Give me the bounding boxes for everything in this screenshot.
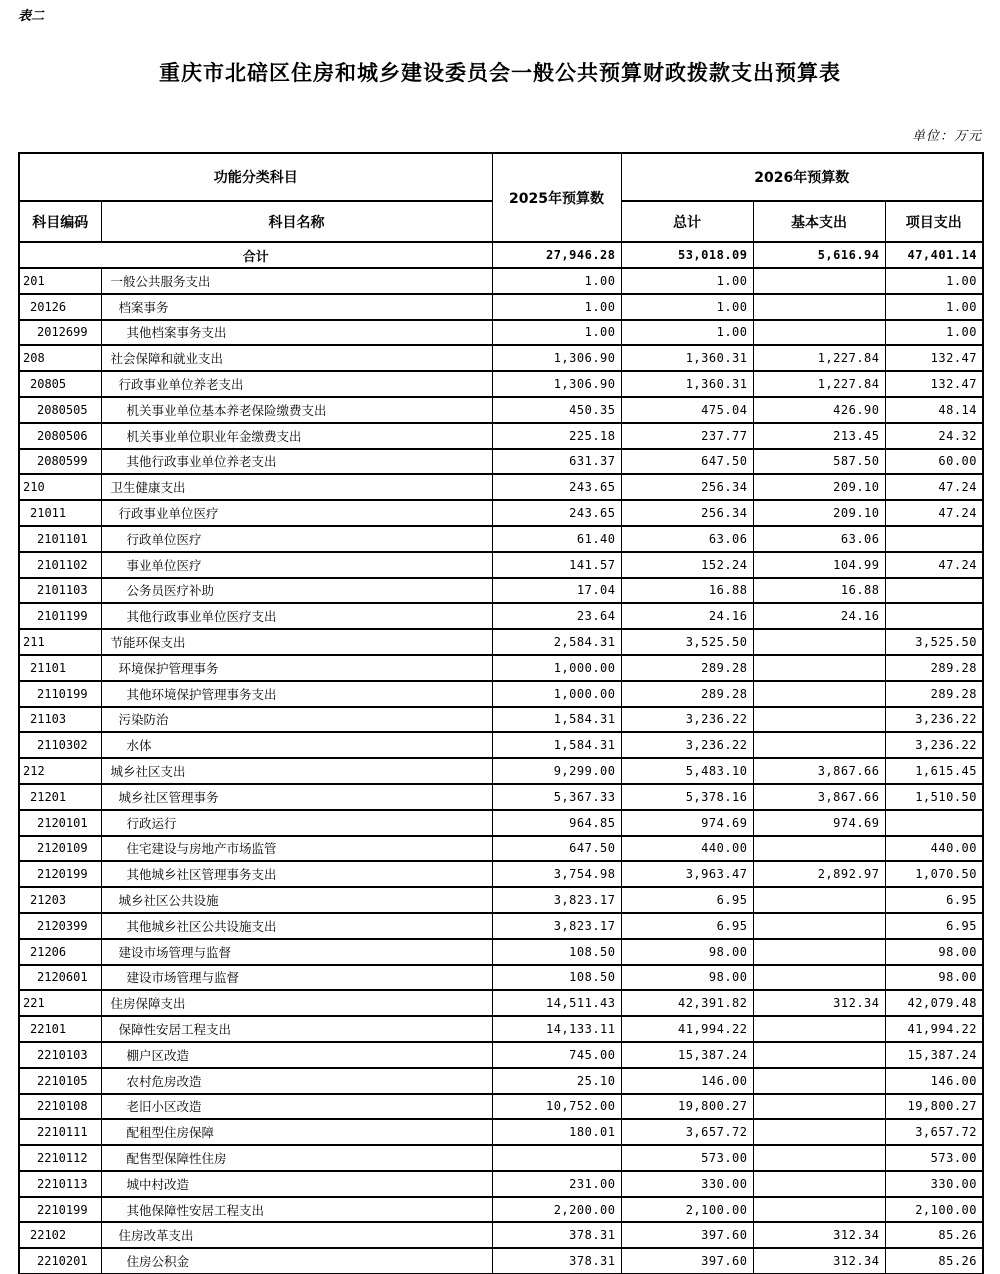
subject-name-cell: 建设市场管理与监督 bbox=[101, 965, 492, 991]
budget-2026-project-cell bbox=[885, 578, 983, 604]
subject-name-cell: 卫生健康支出 bbox=[101, 474, 492, 500]
table-row bbox=[19, 655, 983, 681]
header-2026-total: 总计 bbox=[621, 201, 753, 242]
subject-code-cell: 2120399 bbox=[19, 913, 101, 939]
budget-2026-project-cell: 289.28 bbox=[885, 681, 983, 707]
table-row bbox=[19, 578, 983, 604]
budget-2026-total-cell: 289.28 bbox=[621, 681, 753, 707]
table-row bbox=[19, 681, 983, 707]
subject-name-cell: 节能环保支出 bbox=[101, 629, 492, 655]
subject-code-cell: 2210105 bbox=[19, 1068, 101, 1094]
budget-2026-total-cell: 974.69 bbox=[621, 810, 753, 836]
table-row bbox=[19, 861, 983, 887]
subject-name-cell: 其他城乡社区管理事务支出 bbox=[101, 861, 492, 887]
table-row bbox=[19, 526, 983, 552]
budget-2025-cell: 745.00 bbox=[492, 1042, 621, 1068]
budget-2026-project-cell: 3,657.72 bbox=[885, 1119, 983, 1145]
budget-2025-cell: 23.64 bbox=[492, 603, 621, 629]
table-row bbox=[19, 810, 983, 836]
subject-name-cell: 行政事业单位养老支出 bbox=[101, 371, 492, 397]
budget-2026-project-cell bbox=[885, 603, 983, 629]
subject-code-cell: 2120101 bbox=[19, 810, 101, 836]
subject-code-cell: 2210113 bbox=[19, 1171, 101, 1197]
budget-2026-total-cell: 6.95 bbox=[621, 887, 753, 913]
budget-2026-project-cell bbox=[885, 526, 983, 552]
budget-2025-cell: 225.18 bbox=[492, 423, 621, 449]
budget-2026-total-cell: 3,963.47 bbox=[621, 861, 753, 887]
budget-2026-basic-cell bbox=[753, 732, 885, 758]
subject-name-cell: 机关事业单位职业年金缴费支出 bbox=[101, 423, 492, 449]
budget-2026-total-cell: 3,236.22 bbox=[621, 732, 753, 758]
table-row bbox=[19, 707, 983, 733]
budget-2026-project-cell: 85.26 bbox=[885, 1222, 983, 1248]
subject-code-cell: 2080599 bbox=[19, 449, 101, 475]
budget-2026-total-cell: 41,994.22 bbox=[621, 1016, 753, 1042]
budget-2025-cell: 141.57 bbox=[492, 552, 621, 578]
budget-2026-total-cell: 15,387.24 bbox=[621, 1042, 753, 1068]
budget-2026-total-cell: 397.60 bbox=[621, 1222, 753, 1248]
table-row bbox=[19, 500, 983, 526]
subject-name-cell: 档案事务 bbox=[101, 294, 492, 320]
budget-2026-total-cell: 16.88 bbox=[621, 578, 753, 604]
budget-2026-total-cell: 152.24 bbox=[621, 552, 753, 578]
table-row bbox=[19, 784, 983, 810]
table-row bbox=[19, 836, 983, 862]
budget-2026-project-cell: 98.00 bbox=[885, 965, 983, 991]
budget-2026-basic-cell: 16.88 bbox=[753, 578, 885, 604]
table-row bbox=[19, 268, 983, 294]
budget-2026-total-cell: 146.00 bbox=[621, 1068, 753, 1094]
budget-2026-basic-cell bbox=[753, 707, 885, 733]
table-row bbox=[19, 320, 983, 346]
budget-2026-basic-cell bbox=[753, 294, 885, 320]
budget-2025-cell: 2,200.00 bbox=[492, 1197, 621, 1223]
budget-2026-basic-cell: 63.06 bbox=[753, 526, 885, 552]
subject-name-cell: 行政事业单位医疗 bbox=[101, 500, 492, 526]
subject-name-cell: 其他行政事业单位医疗支出 bbox=[101, 603, 492, 629]
table-row bbox=[19, 913, 983, 939]
subject-code-cell: 20126 bbox=[19, 294, 101, 320]
budget-2025-cell: 243.65 bbox=[492, 474, 621, 500]
budget-2026-basic-cell: 312.34 bbox=[753, 990, 885, 1016]
grand-total-label: 合计 bbox=[19, 242, 492, 268]
budget-2026-basic-cell: 1,227.84 bbox=[753, 371, 885, 397]
budget-2026-basic-cell: 209.10 bbox=[753, 500, 885, 526]
budget-2026-project-cell: 98.00 bbox=[885, 939, 983, 965]
budget-2026-basic-cell bbox=[753, 681, 885, 707]
budget-2026-basic-cell bbox=[753, 1145, 885, 1171]
budget-2026-project-cell: 146.00 bbox=[885, 1068, 983, 1094]
budget-2026-total-cell: 237.77 bbox=[621, 423, 753, 449]
subject-name-cell: 住房改革支出 bbox=[101, 1222, 492, 1248]
subject-name-cell: 环境保护管理事务 bbox=[101, 655, 492, 681]
budget-2026-project-cell: 3,525.50 bbox=[885, 629, 983, 655]
subject-name-cell: 城乡社区公共设施 bbox=[101, 887, 492, 913]
subject-name-cell: 其他城乡社区公共设施支出 bbox=[101, 913, 492, 939]
table-row bbox=[19, 423, 983, 449]
budget-2026-basic-cell: 312.34 bbox=[753, 1248, 885, 1274]
budget-2026-basic-cell: 3,867.66 bbox=[753, 758, 885, 784]
budget-2026-basic-cell: 312.34 bbox=[753, 1222, 885, 1248]
budget-2025-cell: 450.35 bbox=[492, 397, 621, 423]
budget-2026-total-cell: 1.00 bbox=[621, 320, 753, 346]
budget-2026-project-cell: 132.47 bbox=[885, 371, 983, 397]
subject-code-cell: 2120109 bbox=[19, 836, 101, 862]
table-row bbox=[19, 758, 983, 784]
subject-code-cell: 211 bbox=[19, 629, 101, 655]
budget-2026-total-cell: 98.00 bbox=[621, 965, 753, 991]
budget-2026-total-cell: 330.00 bbox=[621, 1171, 753, 1197]
budget-2026-basic-cell: 1,227.84 bbox=[753, 345, 885, 371]
budget-2026-project-cell: 15,387.24 bbox=[885, 1042, 983, 1068]
table-row bbox=[19, 1119, 983, 1145]
budget-2025-cell: 180.01 bbox=[492, 1119, 621, 1145]
table-row bbox=[19, 1145, 983, 1171]
table-row bbox=[19, 1068, 983, 1094]
budget-2026-total-cell: 1.00 bbox=[621, 294, 753, 320]
budget-2025-cell: 631.37 bbox=[492, 449, 621, 475]
budget-2026-total-cell: 24.16 bbox=[621, 603, 753, 629]
subject-code-cell: 2210103 bbox=[19, 1042, 101, 1068]
budget-2026-project-cell: 85.26 bbox=[885, 1248, 983, 1274]
budget-2026-project-cell: 440.00 bbox=[885, 836, 983, 862]
budget-2026-basic-cell: 587.50 bbox=[753, 449, 885, 475]
budget-2025-cell: 9,299.00 bbox=[492, 758, 621, 784]
budget-2026-basic-cell bbox=[753, 1068, 885, 1094]
budget-2026-basic-cell: 3,867.66 bbox=[753, 784, 885, 810]
budget-2025-cell: 108.50 bbox=[492, 939, 621, 965]
subject-code-cell: 21101 bbox=[19, 655, 101, 681]
subject-name-cell: 城乡社区支出 bbox=[101, 758, 492, 784]
budget-2025-cell: 1,306.90 bbox=[492, 345, 621, 371]
header-2026-project: 项目支出 bbox=[885, 201, 983, 242]
subject-name-cell: 保障性安居工程支出 bbox=[101, 1016, 492, 1042]
subject-name-cell: 老旧小区改造 bbox=[101, 1094, 492, 1120]
subject-code-cell: 2210201 bbox=[19, 1248, 101, 1274]
subject-code-cell: 2080506 bbox=[19, 423, 101, 449]
subject-name-cell: 城中村改造 bbox=[101, 1171, 492, 1197]
budget-2026-basic-cell bbox=[753, 939, 885, 965]
budget-2026-project-cell: 3,236.22 bbox=[885, 707, 983, 733]
grand-total-row bbox=[19, 242, 983, 268]
subject-name-cell: 棚户区改造 bbox=[101, 1042, 492, 1068]
budget-2026-total-cell: 5,483.10 bbox=[621, 758, 753, 784]
header-function-category: 功能分类科目 bbox=[19, 153, 492, 201]
budget-2026-project-cell: 24.32 bbox=[885, 423, 983, 449]
budget-2026-project-cell: 47.24 bbox=[885, 552, 983, 578]
header-subject-name: 科目名称 bbox=[101, 201, 492, 242]
subject-code-cell: 221 bbox=[19, 990, 101, 1016]
budget-2026-total-cell: 573.00 bbox=[621, 1145, 753, 1171]
budget-2026-total-cell: 3,657.72 bbox=[621, 1119, 753, 1145]
budget-2025-cell: 1.00 bbox=[492, 294, 621, 320]
budget-2025-cell: 1,584.31 bbox=[492, 707, 621, 733]
table-row bbox=[19, 294, 983, 320]
budget-2026-basic-cell bbox=[753, 913, 885, 939]
subject-code-cell: 212 bbox=[19, 758, 101, 784]
budget-2026-basic-cell bbox=[753, 1016, 885, 1042]
budget-2026-total-cell: 6.95 bbox=[621, 913, 753, 939]
table-row bbox=[19, 552, 983, 578]
budget-2026-total-cell: 63.06 bbox=[621, 526, 753, 552]
budget-2025-cell: 231.00 bbox=[492, 1171, 621, 1197]
table-row bbox=[19, 1042, 983, 1068]
subject-name-cell: 住房保障支出 bbox=[101, 990, 492, 1016]
budget-2025-cell: 14,511.43 bbox=[492, 990, 621, 1016]
budget-2026-basic-cell: 974.69 bbox=[753, 810, 885, 836]
budget-2025-cell: 108.50 bbox=[492, 965, 621, 991]
budget-2026-basic-cell bbox=[753, 629, 885, 655]
table-row bbox=[19, 732, 983, 758]
budget-2025-cell: 2,584.31 bbox=[492, 629, 621, 655]
budget-2026-project-cell: 48.14 bbox=[885, 397, 983, 423]
subject-name-cell: 建设市场管理与监督 bbox=[101, 939, 492, 965]
header-subject-code: 科目编码 bbox=[19, 201, 101, 242]
subject-code-cell: 201 bbox=[19, 268, 101, 294]
budget-2026-project-cell: 6.95 bbox=[885, 913, 983, 939]
subject-name-cell: 机关事业单位基本养老保险缴费支出 bbox=[101, 397, 492, 423]
unit-note: 单位：万元 bbox=[911, 129, 982, 144]
budget-2026-basic-cell bbox=[753, 655, 885, 681]
subject-name-cell: 住宅建设与房地产市场监管 bbox=[101, 836, 492, 862]
grand-total-2026-basic: 5,616.94 bbox=[753, 242, 885, 268]
budget-2026-project-cell: 1.00 bbox=[885, 320, 983, 346]
budget-2026-project-cell: 330.00 bbox=[885, 1171, 983, 1197]
subject-name-cell: 行政单位医疗 bbox=[101, 526, 492, 552]
budget-2026-basic-cell: 426.90 bbox=[753, 397, 885, 423]
budget-2025-cell: 3,823.17 bbox=[492, 913, 621, 939]
budget-2026-basic-cell bbox=[753, 1042, 885, 1068]
table-row bbox=[19, 449, 983, 475]
budget-2026-total-cell: 42,391.82 bbox=[621, 990, 753, 1016]
budget-2026-project-cell bbox=[885, 810, 983, 836]
subject-code-cell: 2120199 bbox=[19, 861, 101, 887]
grand-total-2025: 27,946.28 bbox=[492, 242, 621, 268]
budget-2026-project-cell: 60.00 bbox=[885, 449, 983, 475]
budget-2026-total-cell: 440.00 bbox=[621, 836, 753, 862]
budget-2026-total-cell: 289.28 bbox=[621, 655, 753, 681]
subject-name-cell: 配租型住房保障 bbox=[101, 1119, 492, 1145]
budget-2026-project-cell: 1.00 bbox=[885, 268, 983, 294]
budget-2026-project-cell: 1,510.50 bbox=[885, 784, 983, 810]
budget-2026-project-cell: 47.24 bbox=[885, 474, 983, 500]
subject-code-cell: 2101101 bbox=[19, 526, 101, 552]
subject-name-cell: 一般公共服务支出 bbox=[101, 268, 492, 294]
subject-code-cell: 21203 bbox=[19, 887, 101, 913]
budget-2026-total-cell: 397.60 bbox=[621, 1248, 753, 1274]
budget-2025-cell: 378.31 bbox=[492, 1222, 621, 1248]
subject-code-cell: 2101199 bbox=[19, 603, 101, 629]
table-row bbox=[19, 371, 983, 397]
table-row bbox=[19, 939, 983, 965]
budget-2025-cell: 647.50 bbox=[492, 836, 621, 862]
subject-name-cell: 其他行政事业单位养老支出 bbox=[101, 449, 492, 475]
budget-2025-cell: 5,367.33 bbox=[492, 784, 621, 810]
budget-2026-basic-cell: 24.16 bbox=[753, 603, 885, 629]
budget-2026-basic-cell bbox=[753, 1094, 885, 1120]
budget-2025-cell: 243.65 bbox=[492, 500, 621, 526]
budget-2026-total-cell: 98.00 bbox=[621, 939, 753, 965]
budget-2026-total-cell: 256.34 bbox=[621, 500, 753, 526]
subject-name-cell: 其他环境保护管理事务支出 bbox=[101, 681, 492, 707]
subject-name-cell: 事业单位医疗 bbox=[101, 552, 492, 578]
budget-2026-project-cell: 1,070.50 bbox=[885, 861, 983, 887]
subject-name-cell: 农村危房改造 bbox=[101, 1068, 492, 1094]
subject-code-cell: 2012699 bbox=[19, 320, 101, 346]
budget-2026-project-cell: 19,800.27 bbox=[885, 1094, 983, 1120]
table-row bbox=[19, 603, 983, 629]
budget-2025-cell: 10,752.00 bbox=[492, 1094, 621, 1120]
subject-name-cell: 其他档案事务支出 bbox=[101, 320, 492, 346]
budget-table bbox=[18, 152, 984, 1274]
header-2026-budget-group: 2026年预算数 bbox=[621, 153, 983, 201]
table-row bbox=[19, 1016, 983, 1042]
form-number-label: 表二 bbox=[18, 9, 45, 24]
subject-code-cell: 2080505 bbox=[19, 397, 101, 423]
subject-name-cell: 行政运行 bbox=[101, 810, 492, 836]
budget-2026-total-cell: 3,236.22 bbox=[621, 707, 753, 733]
budget-2026-basic-cell: 213.45 bbox=[753, 423, 885, 449]
budget-2026-basic-cell bbox=[753, 1197, 885, 1223]
budget-2025-cell: 3,754.98 bbox=[492, 861, 621, 887]
table-row bbox=[19, 1094, 983, 1120]
budget-2026-basic-cell bbox=[753, 1119, 885, 1145]
budget-2025-cell: 1.00 bbox=[492, 268, 621, 294]
budget-2025-cell bbox=[492, 1145, 621, 1171]
budget-2026-total-cell: 1,360.31 bbox=[621, 371, 753, 397]
table-row bbox=[19, 345, 983, 371]
grand-total-2026-total: 53,018.09 bbox=[621, 242, 753, 268]
budget-2026-basic-cell: 104.99 bbox=[753, 552, 885, 578]
table-row bbox=[19, 1222, 983, 1248]
budget-2026-project-cell: 573.00 bbox=[885, 1145, 983, 1171]
subject-code-cell: 2101102 bbox=[19, 552, 101, 578]
budget-2026-project-cell: 41,994.22 bbox=[885, 1016, 983, 1042]
subject-code-cell: 21206 bbox=[19, 939, 101, 965]
subject-name-cell: 其他保障性安居工程支出 bbox=[101, 1197, 492, 1223]
budget-2026-basic-cell bbox=[753, 320, 885, 346]
budget-2026-project-cell: 132.47 bbox=[885, 345, 983, 371]
subject-code-cell: 21011 bbox=[19, 500, 101, 526]
grand-total-2026-project: 47,401.14 bbox=[885, 242, 983, 268]
budget-2026-total-cell: 3,525.50 bbox=[621, 629, 753, 655]
subject-name-cell: 水体 bbox=[101, 732, 492, 758]
table-row bbox=[19, 474, 983, 500]
table-row bbox=[19, 629, 983, 655]
budget-2025-cell: 1,584.31 bbox=[492, 732, 621, 758]
subject-code-cell: 2120601 bbox=[19, 965, 101, 991]
subject-name-cell: 污染防治 bbox=[101, 707, 492, 733]
subject-code-cell: 22101 bbox=[19, 1016, 101, 1042]
budget-2025-cell: 1,000.00 bbox=[492, 681, 621, 707]
subject-code-cell: 2210111 bbox=[19, 1119, 101, 1145]
budget-2026-project-cell: 1,615.45 bbox=[885, 758, 983, 784]
budget-2026-basic-cell bbox=[753, 836, 885, 862]
subject-code-cell: 20805 bbox=[19, 371, 101, 397]
subject-name-cell: 公务员医疗补助 bbox=[101, 578, 492, 604]
subject-name-cell: 配售型保障性住房 bbox=[101, 1145, 492, 1171]
subject-code-cell: 2101103 bbox=[19, 578, 101, 604]
budget-2025-cell: 14,133.11 bbox=[492, 1016, 621, 1042]
page-title: 重庆市北碚区住房和城乡建设委员会一般公共预算财政拨款支出预算表 bbox=[159, 61, 841, 85]
budget-2026-basic-cell bbox=[753, 1171, 885, 1197]
table-row bbox=[19, 1197, 983, 1223]
budget-2026-basic-cell: 2,892.97 bbox=[753, 861, 885, 887]
budget-2025-cell: 1,306.90 bbox=[492, 371, 621, 397]
subject-name-cell: 社会保障和就业支出 bbox=[101, 345, 492, 371]
subject-code-cell: 2210112 bbox=[19, 1145, 101, 1171]
header-2026-basic: 基本支出 bbox=[753, 201, 885, 242]
budget-2026-project-cell: 2,100.00 bbox=[885, 1197, 983, 1223]
subject-code-cell: 2210199 bbox=[19, 1197, 101, 1223]
budget-2026-project-cell: 3,236.22 bbox=[885, 732, 983, 758]
budget-2026-project-cell: 47.24 bbox=[885, 500, 983, 526]
budget-2025-cell: 3,823.17 bbox=[492, 887, 621, 913]
budget-2026-project-cell: 1.00 bbox=[885, 294, 983, 320]
table-row bbox=[19, 990, 983, 1016]
table-row bbox=[19, 397, 983, 423]
budget-2026-total-cell: 256.34 bbox=[621, 474, 753, 500]
budget-2026-total-cell: 1.00 bbox=[621, 268, 753, 294]
budget-2026-basic-cell bbox=[753, 268, 885, 294]
budget-2026-total-cell: 1,360.31 bbox=[621, 345, 753, 371]
subject-code-cell: 2110199 bbox=[19, 681, 101, 707]
header-2025-budget: 2025年预算数 bbox=[492, 153, 621, 242]
budget-2026-project-cell: 289.28 bbox=[885, 655, 983, 681]
table-row bbox=[19, 1248, 983, 1274]
budget-2026-basic-cell bbox=[753, 887, 885, 913]
subject-name-cell: 城乡社区管理事务 bbox=[101, 784, 492, 810]
budget-2026-total-cell: 647.50 bbox=[621, 449, 753, 475]
budget-2025-cell: 25.10 bbox=[492, 1068, 621, 1094]
budget-2025-cell: 378.31 bbox=[492, 1248, 621, 1274]
budget-2026-basic-cell bbox=[753, 965, 885, 991]
budget-2025-cell: 61.40 bbox=[492, 526, 621, 552]
subject-code-cell: 2210108 bbox=[19, 1094, 101, 1120]
subject-name-cell: 住房公积金 bbox=[101, 1248, 492, 1274]
subject-code-cell: 210 bbox=[19, 474, 101, 500]
budget-2025-cell: 1,000.00 bbox=[492, 655, 621, 681]
budget-2026-project-cell: 6.95 bbox=[885, 887, 983, 913]
subject-code-cell: 21201 bbox=[19, 784, 101, 810]
budget-2025-cell: 964.85 bbox=[492, 810, 621, 836]
budget-2026-project-cell: 42,079.48 bbox=[885, 990, 983, 1016]
subject-code-cell: 2110302 bbox=[19, 732, 101, 758]
subject-code-cell: 22102 bbox=[19, 1222, 101, 1248]
budget-2026-basic-cell: 209.10 bbox=[753, 474, 885, 500]
header-row-groups bbox=[19, 153, 983, 201]
budget-2026-total-cell: 475.04 bbox=[621, 397, 753, 423]
budget-2026-total-cell: 19,800.27 bbox=[621, 1094, 753, 1120]
budget-2025-cell: 1.00 bbox=[492, 320, 621, 346]
subject-code-cell: 208 bbox=[19, 345, 101, 371]
table-row bbox=[19, 1171, 983, 1197]
budget-2026-total-cell: 5,378.16 bbox=[621, 784, 753, 810]
table-row bbox=[19, 965, 983, 991]
subject-code-cell: 21103 bbox=[19, 707, 101, 733]
budget-2025-cell: 17.04 bbox=[492, 578, 621, 604]
budget-2026-total-cell: 2,100.00 bbox=[621, 1197, 753, 1223]
table-row bbox=[19, 887, 983, 913]
